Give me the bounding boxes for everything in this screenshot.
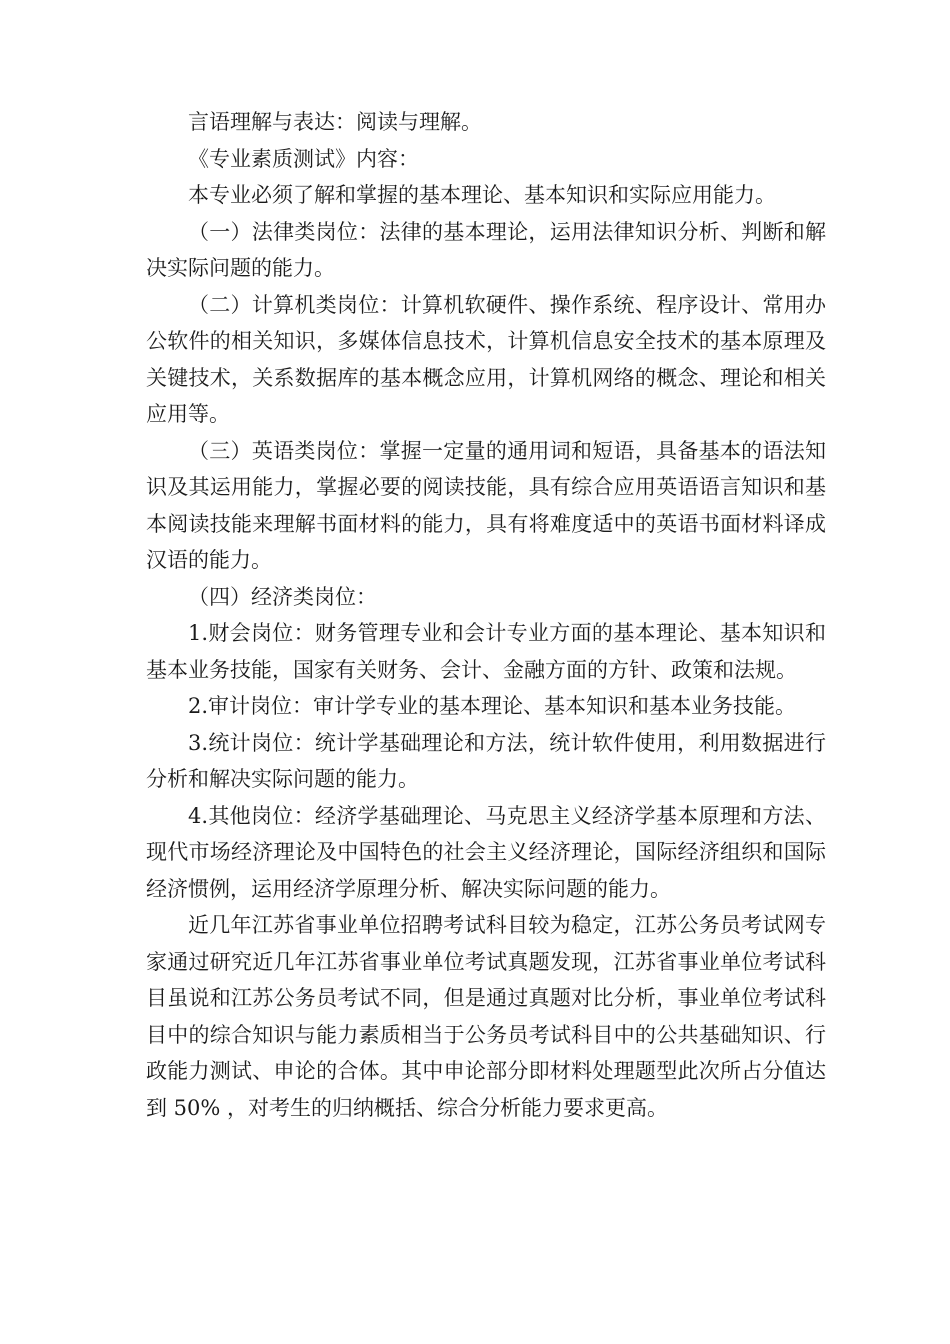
paragraph-other-positions: 4.其他岗位：经济学基础理论、马克思主义经济学基本原理和方法、现代市场经济理论及中国特色的社会主义经济理论，国际经济组织和国际经济惯例，运用经济学原理分析、解决实际问题的能力。 [146,803,826,901]
paragraph-speech-comprehension: 言语理解与表达：阅读与理解。 [188,110,482,134]
paragraph-law-positions: （一）法律类岗位：法律的基本理论，运用法律知识分析、判断和解决实际问题的能力。 [146,219,826,280]
paragraph-economics-positions: （四）经济类岗位： [188,584,377,609]
paragraph-accounting-positions: 1.财会岗位：财务管理专业和会计专业方面的基本理论、基本知识和基本业务技能，国家有关财务、会计、金融方面的方针、政策和法规。 [146,621,826,682]
paragraph-computer-positions: （二）计算机类岗位：计算机软硬件、操作系统、程序设计、常用办公软件的相关知识，多媒体信息技术，计算机信息安全技术的基本原理及关键技术，关系数据库的基本概念应用，计算机网络的概念、理论和相关应用等。 [146,292,826,426]
paragraph-professional-intro: 本专业必须了解和掌握的基本理论、基本知识和实际应用能力。 [188,183,776,207]
paragraph-exam-summary: 近几年江苏省事业单位招聘考试科目较为稳定，江苏公务员考试网专家通过研究近几年江苏省事业单位考试真题发现，江苏省事业单位考试科目虽说和江苏公务员考试不同，但是通过真题对比分析，事业单位考试科目中的综合知识与能力素质相当于公务员考试科目中的公共基础知识、行政能力测试、申论的合体。其中申论部分即材料处理题型此次所占分值达到 50% ，对考生的归纳概括、综合分析能力要求更高。 [146,913,826,1120]
paragraph-english-positions: （三）英语类岗位：掌握一定量的通用词和短语，具备基本的语法知识及其运用能力，掌握必要的阅读技能，具有综合应用英语语言知识和基本阅读技能来理解书面材料的能力，具有将难度适中的英语书面材料译成汉语的能力。 [146,438,826,572]
paragraph-professional-test-heading: 《专业素质测试》内容： [188,146,419,171]
paragraph-statistics-positions: 3.统计岗位：统计学基础理论和方法，统计软件使用，利用数据进行分析和解决实际问题的能力。 [146,730,826,791]
paragraph-audit-positions: 2.审计岗位：审计学专业的基本理论、基本知识和基本业务技能。 [188,694,797,718]
document-body [146,104,826,1126]
